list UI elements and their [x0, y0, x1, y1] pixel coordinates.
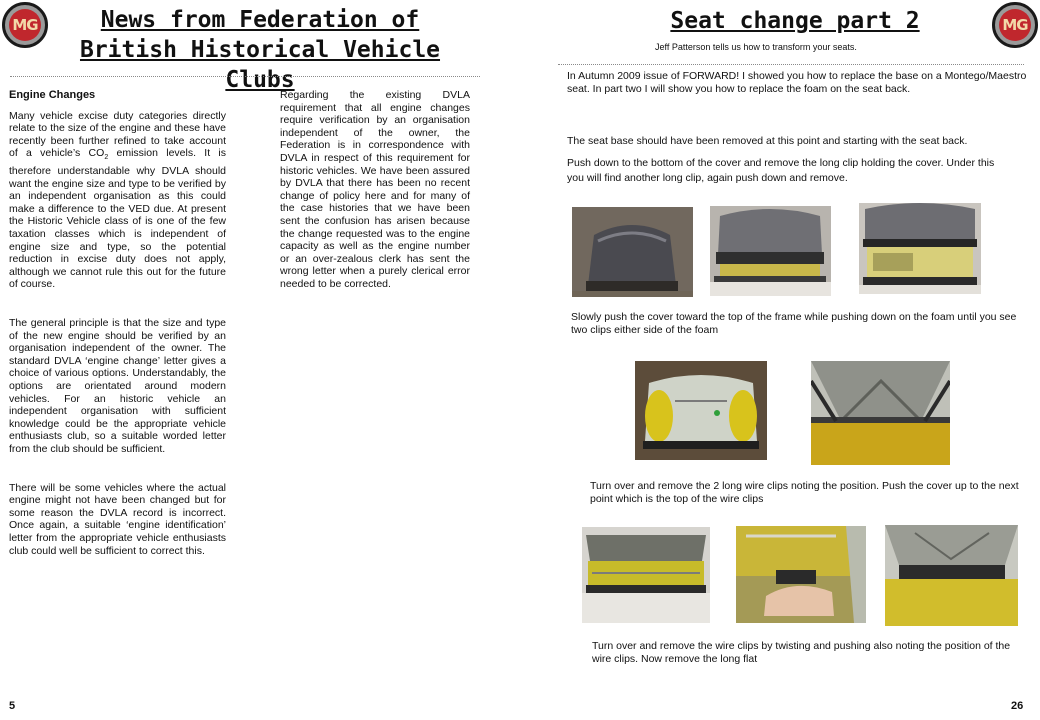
- right-page-subtitle: Jeff Patterson tells us how to transform your seats.: [655, 42, 857, 52]
- paragraph-1-text-b: emission levels. It is therefore understandable why DVLA should want the engine size and type to be verified by an independent organisation as this could make a difference to the VED due. At present the Historic Vehicle class of is one of the few taxation classes which is independent of engine size and type, so the potential reduction in excise duty does not apply, although we cannot rule this out for the future of course.: [9, 147, 226, 291]
- step-1-text: The seat base should have been removed at this point and starting with the seat back.: [567, 135, 968, 147]
- left-title-rule: [10, 76, 480, 77]
- photo-seat-cover-2: [710, 206, 831, 296]
- photo-remove-clips-3: [885, 525, 1018, 626]
- engine-changes-paragraph-2: The general principle is that the size and type of the new engine should be verified by an organisation independent of the owner. The standard DVLA ‘engine change’ letter gives a choice of various options. Understandably, the options are orientated around modern vehicles. For an historic vehicle an independent organisation with sufficient knowledge could be the appropriate vehicle enthusiasts club, so a suitable worded letter from the club should be sufficient.: [9, 317, 226, 455]
- section-heading: Engine Changes: [9, 89, 96, 101]
- photo-seat-cover-3: [859, 203, 981, 294]
- paragraph-1-text-a: Many vehicle excise duty categories directly relate to the size of the engine and these have recently been further refined to take account of a vehicle’s CO: [9, 109, 226, 160]
- mg-logo-left: [2, 2, 48, 48]
- photo-foam-clips: [635, 361, 767, 460]
- caption-3: Turn over and remove the wire clips by twisting and pushing also noting the position of the wire clips. Now remove the long flat: [592, 640, 1011, 665]
- dvla-paragraph: Regarding the existing DVLA requirement that all engine changes require verification by an organisation independent of the owner, the Federation is in correspondence with DVLA in respect of this requirement for historic vehicles. We have been assured by DVLA that there has been no recent change of policy here and for many of the case histories that we have been sent the confusion has arisen because the change requested was to the engine capacity as well as the engine number or an over-zealous clerk has sent the wrong letter when a purely clerical error needed to be corrected.: [280, 89, 470, 290]
- photo-seat-cover-1: [572, 207, 693, 297]
- left-title-line2: British Historical Vehicle Clubs: [79, 37, 441, 93]
- photo-remove-clips-1: [582, 527, 710, 623]
- step-2-text: Push down to the bottom of the cover and remove the long clip holding the cover. Under this you will find another long clip, again push down and remove.: [567, 157, 995, 184]
- left-column-2: [280, 89, 470, 291]
- left-title-line1: News from Federation of: [100, 7, 420, 33]
- co2-subscript: 2: [104, 154, 109, 162]
- left-page-title: [50, 5, 470, 95]
- caption-1: Slowly push the cover toward the top of the frame while pushing down on the foam until you see two clips either side of the foam: [571, 311, 1017, 336]
- photo-remove-clips-hand: [736, 526, 866, 623]
- right-page-title: Seat change part 2: [670, 8, 920, 34]
- photo-wire-clips: [811, 361, 950, 465]
- left-column-1: [9, 89, 226, 557]
- intro-paragraph: In Autumn 2009 issue of FORWARD! I showed you how to replace the base on a Montego/Maestro seat. In part two I will show you how to replace the foam on the seat back.: [567, 70, 1027, 95]
- engine-changes-paragraph-1: [9, 110, 226, 291]
- mg-logo-text: MG: [999, 9, 1031, 41]
- mg-logo-text: MG: [9, 9, 41, 41]
- right-title-rule: [558, 64, 1024, 65]
- caption-2: Turn over and remove the 2 long wire clips noting the position. Push the cover up to the next point which is the top of the wire clips: [590, 480, 1019, 505]
- engine-changes-paragraph-3: There will be some vehicles where the actual engine might not have been changed but for some reason the DVLA record is incorrect. Once again, a suitable ‘engine identification’ letter from the appropriate vehicle enthusiasts club could well be sufficient to correct this.: [9, 481, 226, 557]
- left-page-number: 5: [9, 700, 16, 712]
- mg-logo-right: [992, 2, 1038, 48]
- right-page-number: 26: [1011, 700, 1024, 712]
